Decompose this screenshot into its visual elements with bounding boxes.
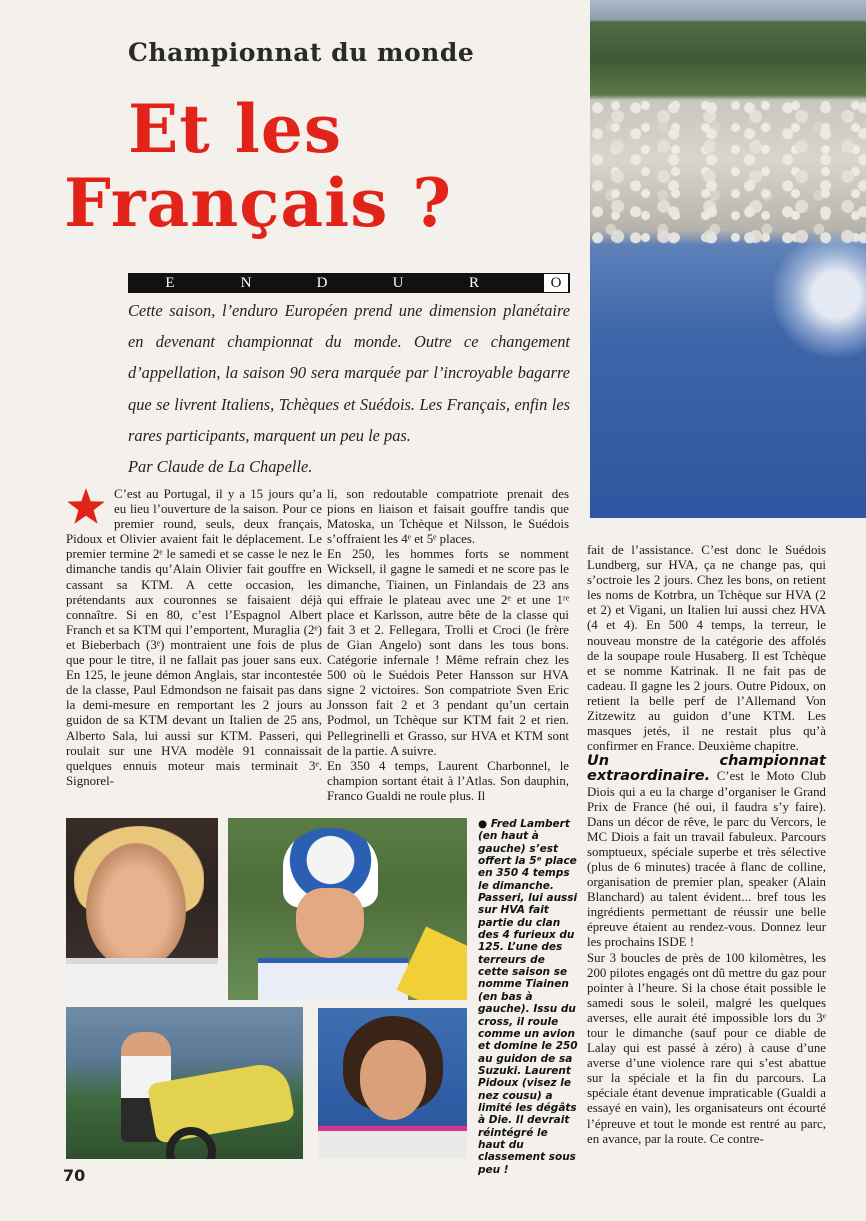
photo-laurent-pidoux	[318, 1008, 467, 1159]
jersey	[66, 958, 218, 1000]
page-number: 70	[63, 1166, 86, 1185]
standfirst-text: Cette saison, l’enduro Européen prend une dimension planétaire en devenant championnat du monde. Outre ce changement d’appellation, la saison 90 sera marquée par l’incroyable bagarre que se livrent Italiens, Tchèques et Suédois. Les Français, enfin les rares participants, marquent un peu le pas.	[128, 301, 570, 445]
body-column-3	[587, 543, 826, 1147]
paragraph: li, son redoutable compatriote prenait des pions en liaison et faisait gouffre tandis que Matoska, un Tchèque et Nilsson, le Suédois s’offraient les 4ᵉ et 5ᵉ places.	[327, 487, 569, 547]
paragraph: En 350 4 temps, Laurent Charbonnel, le champion sortant était à l’Atlas. Son dauphin, Franco Gualdi ne roule plus. Il	[327, 758, 569, 803]
photo-tiainen	[66, 1007, 303, 1159]
body-column-1	[66, 487, 322, 789]
river-photo	[590, 0, 866, 518]
paragraph: fait de l’assistance. C’est donc le Suédois Lundberg, sur HVA, ça ne change pas, qui s’octroie les 2 jours. Chez les bons, on retient les noms de Kotrbra, un Tchèque sur HVA (2 et 2) et Vigani, un Italien lui aussi chez HVA (4 et 4). En 500 4 temps, la terreur, le nouveau monstre de la catégorie des affolés de la soupape roule Husaberg. Il est Tchèque et se nomme Katrinak. Il ne fait pas de cadeau. Il gagne les 2 jours. Outre Pidoux, on retient la belle perf de l’Allemand Von Zitzewitz au guidon d’une KTM. Les masques jetés, il ne restait plus qu’à confirmer en France. Deuxième chapitre.	[587, 543, 826, 754]
photo-caption: ● Fred Lambert (en haut à gauche) s’est offert la 5ᵉ place en 350 4 temps le dimanche. Passeri, lui aussi sur HVA fait partie du clan des 4 furieux du 125. L’une des terreurs de cette saison se nomme Tiainen (en bas à gauche). Issu du cross, il roule comme un avion et domine le 250 au guidon de sa Suzuki. Laurent Pidoux (visez le nez cousu) a limité les dégâts à Die. Il devrait réintégré le haut du classement sous peu !	[478, 818, 578, 1176]
kicker: Championnat du monde	[128, 38, 475, 67]
star-icon	[66, 487, 108, 527]
rubric-letter: N	[240, 274, 252, 291]
headline-line-1: Et les	[128, 90, 342, 168]
photo-fred-lambert	[66, 818, 218, 1000]
rubric-bar-enduro	[128, 273, 570, 293]
byline: Par Claude de La Chapelle.	[128, 457, 313, 477]
headline	[64, 92, 584, 240]
paragraph-with-subhead	[587, 754, 826, 950]
paragraph: En 250, les hommes forts se nomment Wicksell, il gagne le samedi et ne score pas le dimanche, Tiainen, un Finlandais de 23 ans qui effraie le plateau avec une 2ᵉ et une 1ʳᵉ place et Karlsson, autre bête de la classe qui fait 3 et 2. Fellegara, Trolli et Croci (le frère de Gian Angelo) sont dans les tous bons. Catégorie infernale ! Même refrain chez les 500 où le Suédois Peter Hansson sur HVA signe 2 victoires. Son compatriote Sven Eric Jonsson fait 2 et 3 pendant qu’un certain Podmol, un Tchèque sur KTM fait 2 et rien. Pellegrinelli et Grasso, sur HVA et KTM sont de la partie. A suivre.	[327, 547, 569, 758]
subhead: Un championnat extraordinaire.	[587, 753, 826, 785]
face	[86, 843, 186, 968]
headline-line-2: Français ?	[64, 164, 453, 242]
rubric-letter: U	[392, 274, 404, 291]
rubric-letter: R	[468, 274, 479, 291]
jersey	[258, 958, 408, 1000]
face	[296, 888, 364, 958]
standfirst	[128, 295, 570, 482]
paragraph: C’est au Portugal, il y a 15 jours qu’a eu lieu l’ouverture de la saison. Pour ce premier round, seuls, deux français, Pidoux et Olivier avaient fait le déplacement. Le premier termine 2ᵉ le samedi et se casse le nez le dimanche tandis qu’Alain Olivier fait gouffre en cassant sa KTM. A cette occasion, les prétendants aux couronnes se faisaient déjà connaître. Si en 80, c’est l’Espagnol Albert Franch et sa KTM qui l’emportent, Muraglia (2ᵉ) et Bieberbach (3ᵉ) montraient une fois de plus que pour le titre, il ne fallait pas jouer sans eux. En 125, le jeune démon Anglais, star incontestée de la classe, Paul Edmondson ne faisait pas dans la demi-mesure en remportant les 2 jours au guidon de sa KTM devant un Italien de 25 ans, Alberto Sala, lui aussi sur KTM. Passeri, qui roulait sur une HVA modèle 91 connaissait quelques ennuis moteur mais terminait 3ᵉ. Signorel-	[66, 487, 322, 788]
water-splash	[770, 230, 866, 360]
riverbank-rocks	[590, 100, 866, 245]
face	[360, 1040, 426, 1120]
rubric-letter: D	[316, 274, 328, 291]
body-column-2	[327, 487, 569, 804]
photo-passeri	[228, 818, 467, 1000]
jersey	[318, 1126, 467, 1159]
rubric-letter: E	[165, 274, 175, 291]
paragraph-text: C’est le Moto Club Diois qui a eu la charge d’organiser le Grand Prix de France (hé oui, il faudra s’y faire). Dans un décor de rêve, le parc du Vercors, le MC Diois a fait un travail fabuleux. Parcours somptueux, spéciale superbe et très sélective (plus de 6 minutes) tracée à flanc de colline, organisation de premier plan, speaker (Alain Blanchard) au talent évident... bref tous les ingrédients permettant de réussir une belle épreuve étaient au rendez-vous. Donnez leur les prochains ISDE !	[587, 769, 826, 950]
rubric-letter: O	[544, 274, 568, 292]
paragraph: Sur 3 boucles de près de 100 kilomètres, les 200 pilotes engagés ont dû mettre du gaz pour pointer à l’heure. Si la chose était possible le samedi sous le soleil, malgré les quelques averses, elle aurait été impossible lors du 3ᵉ tour le dimanche (sauf pour ce diable de Lalay qui est passé à zéro) à cause d’une averse d’une violence rare qui s’est abattue sur la spéciale et la fin du parcours. La spéciale étant devenue impraticable (Gualdi a essayé en vain), les organisateurs ont écourté l’épreuve et tout le monde est rentré au parc, en avance, par la route. Ce contre-	[587, 950, 826, 1146]
